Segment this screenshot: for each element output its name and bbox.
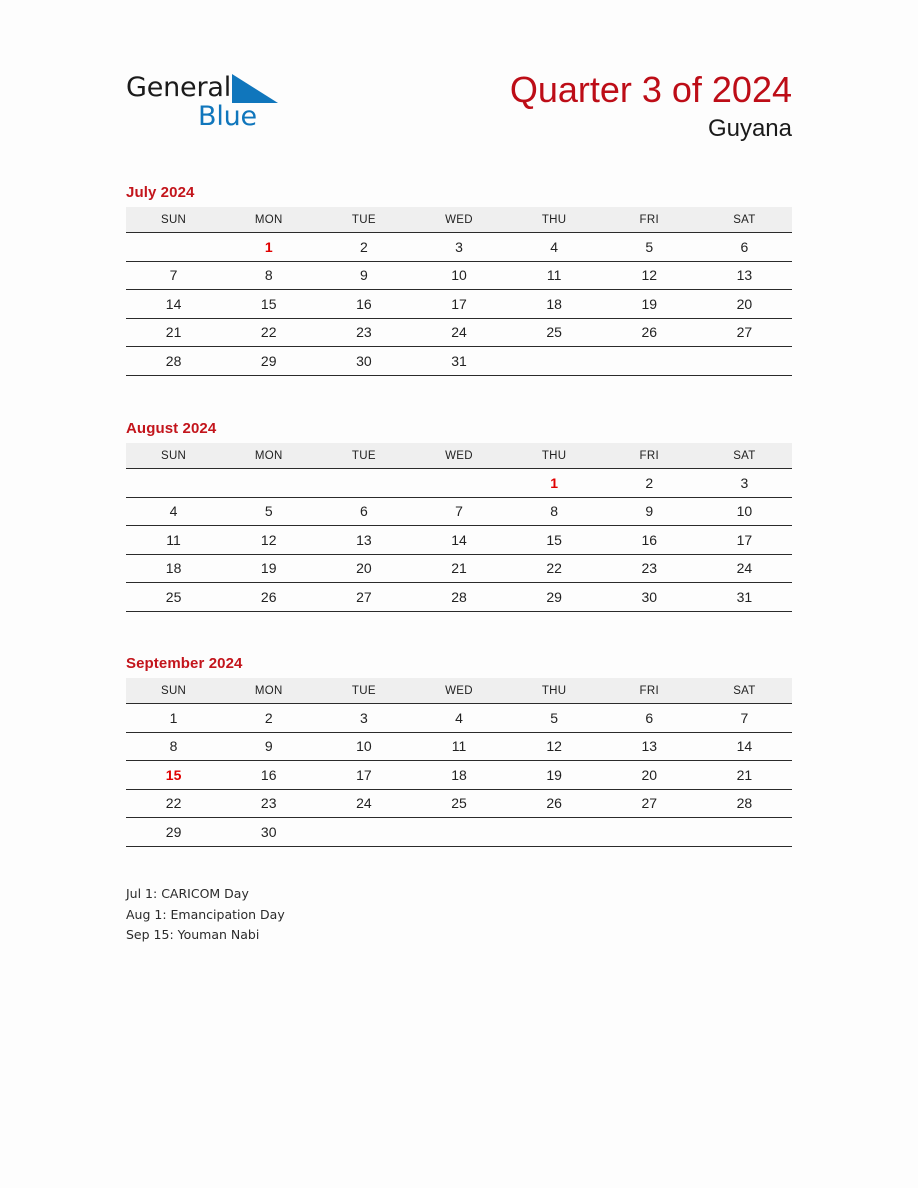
calendar-day-cell[interactable]: 9 xyxy=(602,497,697,526)
calendar-day-cell[interactable]: 1 xyxy=(126,704,221,733)
calendar-day-cell[interactable]: 27 xyxy=(697,318,792,347)
calendar-day-cell-empty xyxy=(126,469,221,498)
calendar-day-cell[interactable]: 23 xyxy=(316,318,411,347)
holiday-notes xyxy=(126,884,626,946)
calendar-day-cell[interactable]: 28 xyxy=(126,347,221,376)
calendar-day-cell[interactable]: 14 xyxy=(411,526,506,555)
weekday-header-sat: SAT xyxy=(697,207,792,233)
calendar-day-cell[interactable]: 26 xyxy=(507,789,602,818)
logo-word-blue: Blue xyxy=(198,101,257,132)
calendar-day-cell[interactable]: 4 xyxy=(411,704,506,733)
weekday-header-wed: WED xyxy=(411,443,506,469)
month-title: September 2024 xyxy=(126,655,243,672)
calendar-day-cell[interactable]: 12 xyxy=(602,261,697,290)
calendar-day-cell[interactable]: 16 xyxy=(316,290,411,319)
weekday-header-thu: THU xyxy=(507,207,602,233)
calendar-day-cell[interactable]: 4 xyxy=(507,233,602,262)
calendar-day-cell[interactable]: 11 xyxy=(411,732,506,761)
calendar-day-cell[interactable]: 2 xyxy=(316,233,411,262)
calendar-day-cell[interactable]: 31 xyxy=(411,347,506,376)
weekday-header-sun: SUN xyxy=(126,207,221,233)
calendar-day-cell[interactable]: 15 xyxy=(507,526,602,555)
calendar-day-cell[interactable]: 26 xyxy=(602,318,697,347)
calendar-day-cell[interactable]: 6 xyxy=(602,704,697,733)
calendar-week-row xyxy=(126,526,792,555)
calendar-day-cell[interactable]: 30 xyxy=(602,583,697,612)
calendar-day-cell-empty xyxy=(221,469,316,498)
calendar-day-cell[interactable]: 7 xyxy=(126,261,221,290)
calendar-day-cell[interactable]: 23 xyxy=(221,789,316,818)
calendar-week-row xyxy=(126,732,792,761)
calendar-day-cell[interactable]: 12 xyxy=(507,732,602,761)
calendar-week-row xyxy=(126,347,792,376)
calendar-table-july xyxy=(126,207,792,376)
calendar-week-row xyxy=(126,583,792,612)
calendar-day-cell-empty xyxy=(411,818,506,847)
calendar-day-cell[interactable]: 28 xyxy=(411,583,506,612)
calendar-day-cell[interactable]: 13 xyxy=(316,526,411,555)
calendar-day-cell[interactable]: 1 xyxy=(507,469,602,498)
weekday-header-tue: TUE xyxy=(316,207,411,233)
weekday-header-mon: MON xyxy=(221,678,316,704)
calendar-day-cell[interactable]: 19 xyxy=(507,761,602,790)
calendar-day-cell[interactable]: 28 xyxy=(697,789,792,818)
calendar-day-cell[interactable]: 14 xyxy=(697,732,792,761)
calendar-day-cell[interactable]: 15 xyxy=(221,290,316,319)
calendar-day-cell[interactable]: 24 xyxy=(411,318,506,347)
calendar-day-cell[interactable]: 29 xyxy=(507,583,602,612)
weekday-header-tue: TUE xyxy=(316,678,411,704)
calendar-day-cell[interactable]: 25 xyxy=(507,318,602,347)
calendar-day-cell[interactable]: 2 xyxy=(221,704,316,733)
calendar-body xyxy=(126,704,792,847)
calendar-week-row xyxy=(126,704,792,733)
calendar-day-cell[interactable]: 24 xyxy=(697,554,792,583)
calendar-day-cell-empty xyxy=(507,347,602,376)
logo-word-general: General xyxy=(126,72,232,103)
calendar-day-cell[interactable]: 17 xyxy=(316,761,411,790)
weekday-header-wed: WED xyxy=(411,207,506,233)
calendar-day-cell[interactable]: 21 xyxy=(126,318,221,347)
weekday-header-mon: MON xyxy=(221,207,316,233)
weekday-header-thu: THU xyxy=(507,678,602,704)
weekday-header-fri: FRI xyxy=(602,207,697,233)
weekday-header-wed: WED xyxy=(411,678,506,704)
calendar-day-cell[interactable]: 30 xyxy=(316,347,411,376)
calendar-day-cell[interactable]: 17 xyxy=(697,526,792,555)
calendar-day-cell[interactable]: 11 xyxy=(126,526,221,555)
calendar-day-cell[interactable]: 1 xyxy=(221,233,316,262)
calendar-day-cell[interactable]: 9 xyxy=(316,261,411,290)
weekday-header-fri: FRI xyxy=(602,443,697,469)
calendar-day-cell[interactable]: 5 xyxy=(221,497,316,526)
calendar-day-cell[interactable]: 10 xyxy=(411,261,506,290)
weekday-header-row xyxy=(126,207,792,233)
calendar-day-cell-empty xyxy=(697,818,792,847)
calendar-week-row xyxy=(126,318,792,347)
calendar-week-row xyxy=(126,233,792,262)
calendar-day-cell[interactable]: 19 xyxy=(221,554,316,583)
weekday-header-sat: SAT xyxy=(697,443,792,469)
calendar-body xyxy=(126,469,792,612)
calendar-day-cell[interactable]: 29 xyxy=(126,818,221,847)
weekday-header-fri: FRI xyxy=(602,678,697,704)
holiday-note: Jul 1: CARICOM Day xyxy=(126,886,249,901)
calendar-day-cell[interactable]: 20 xyxy=(602,761,697,790)
blue-triangle-icon xyxy=(231,72,278,103)
calendar-day-cell[interactable]: 4 xyxy=(126,497,221,526)
calendar-week-row xyxy=(126,789,792,818)
calendar-day-cell-empty xyxy=(316,469,411,498)
calendar-day-cell[interactable]: 7 xyxy=(697,704,792,733)
calendar-day-cell[interactable]: 26 xyxy=(221,583,316,612)
calendar-day-cell[interactable]: 13 xyxy=(697,261,792,290)
title-block xyxy=(510,68,792,144)
calendar-day-cell[interactable]: 27 xyxy=(602,789,697,818)
calendar-day-cell-empty xyxy=(507,818,602,847)
calendar-day-cell[interactable]: 21 xyxy=(697,761,792,790)
calendar-week-row xyxy=(126,818,792,847)
calendar-day-cell[interactable]: 9 xyxy=(221,732,316,761)
calendar-day-cell[interactable]: 31 xyxy=(697,583,792,612)
calendar-day-cell[interactable]: 11 xyxy=(507,261,602,290)
calendar-day-cell[interactable]: 25 xyxy=(411,789,506,818)
weekday-header-row xyxy=(126,443,792,469)
calendar-day-cell[interactable]: 8 xyxy=(507,497,602,526)
calendar-day-cell[interactable]: 5 xyxy=(507,704,602,733)
calendar-day-cell-empty xyxy=(126,233,221,262)
calendar-day-cell[interactable]: 15 xyxy=(126,761,221,790)
calendar-day-cell[interactable]: 14 xyxy=(126,290,221,319)
calendar-day-cell[interactable]: 21 xyxy=(411,554,506,583)
calendar-day-cell[interactable]: 19 xyxy=(602,290,697,319)
weekday-header-sat: SAT xyxy=(697,678,792,704)
calendar-day-cell[interactable]: 17 xyxy=(411,290,506,319)
calendar-day-cell[interactable]: 12 xyxy=(221,526,316,555)
calendar-day-cell[interactable]: 24 xyxy=(316,789,411,818)
calendar-day-cell[interactable]: 7 xyxy=(411,497,506,526)
calendar-day-cell[interactable]: 3 xyxy=(697,469,792,498)
calendar-week-row xyxy=(126,761,792,790)
weekday-header-row xyxy=(126,678,792,704)
calendar-day-cell[interactable]: 30 xyxy=(221,818,316,847)
weekday-header-sun: SUN xyxy=(126,443,221,469)
month-block-august xyxy=(126,420,792,612)
calendar-day-cell[interactable]: 20 xyxy=(697,290,792,319)
calendar-day-cell[interactable]: 6 xyxy=(316,497,411,526)
calendar-day-cell-empty xyxy=(602,818,697,847)
calendar-day-cell[interactable]: 3 xyxy=(316,704,411,733)
month-block-september xyxy=(126,655,792,847)
calendar-day-cell-empty xyxy=(697,347,792,376)
weekday-header-tue: TUE xyxy=(316,443,411,469)
calendar-day-cell[interactable]: 16 xyxy=(221,761,316,790)
calendar-day-cell[interactable]: 10 xyxy=(316,732,411,761)
calendar-day-cell-empty xyxy=(602,347,697,376)
weekday-header-thu: THU xyxy=(507,443,602,469)
month-title: July 2024 xyxy=(126,184,195,201)
calendar-week-row xyxy=(126,469,792,498)
calendar-day-cell[interactable]: 8 xyxy=(221,261,316,290)
calendar-day-cell-empty xyxy=(411,469,506,498)
calendar-week-row xyxy=(126,554,792,583)
page-title: Quarter 3 of 2024 xyxy=(509,69,792,110)
calendar-day-cell[interactable]: 3 xyxy=(411,233,506,262)
calendar-day-cell[interactable]: 8 xyxy=(126,732,221,761)
calendar-day-cell[interactable]: 18 xyxy=(126,554,221,583)
calendar-day-cell[interactable]: 13 xyxy=(602,732,697,761)
holiday-note: Sep 15: Youman Nabi xyxy=(126,927,260,942)
calendar-day-cell[interactable]: 16 xyxy=(602,526,697,555)
calendar-day-cell[interactable]: 2 xyxy=(602,469,697,498)
calendar-day-cell[interactable]: 25 xyxy=(126,583,221,612)
calendar-table-august xyxy=(126,443,792,612)
weekday-header-mon: MON xyxy=(221,443,316,469)
calendar-day-cell[interactable]: 18 xyxy=(507,290,602,319)
calendar-week-row xyxy=(126,497,792,526)
calendar-day-cell[interactable]: 10 xyxy=(697,497,792,526)
calendar-day-cell[interactable]: 22 xyxy=(126,789,221,818)
calendar-day-cell[interactable]: 22 xyxy=(221,318,316,347)
calendar-day-cell[interactable]: 27 xyxy=(316,583,411,612)
calendar-day-cell[interactable]: 5 xyxy=(602,233,697,262)
month-title: August 2024 xyxy=(126,420,217,437)
calendar-table-september xyxy=(126,678,792,847)
calendar-day-cell[interactable]: 18 xyxy=(411,761,506,790)
calendar-week-row xyxy=(126,290,792,319)
calendar-week-row xyxy=(126,261,792,290)
calendar-day-cell[interactable]: 20 xyxy=(316,554,411,583)
calendar-day-cell[interactable]: 29 xyxy=(221,347,316,376)
month-block-july xyxy=(126,184,792,376)
general-blue-logo xyxy=(126,72,326,144)
country-subtitle: Guyana xyxy=(707,115,792,142)
weekday-header-sun: SUN xyxy=(126,678,221,704)
page-header xyxy=(126,69,792,162)
calendar-day-cell[interactable]: 6 xyxy=(697,233,792,262)
holiday-note: Aug 1: Emancipation Day xyxy=(126,906,285,922)
calendar-body xyxy=(126,233,792,376)
calendar-day-cell-empty xyxy=(316,818,411,847)
calendar-day-cell[interactable]: 22 xyxy=(507,554,602,583)
logo-top-row xyxy=(126,72,278,103)
calendar-day-cell[interactable]: 23 xyxy=(602,554,697,583)
